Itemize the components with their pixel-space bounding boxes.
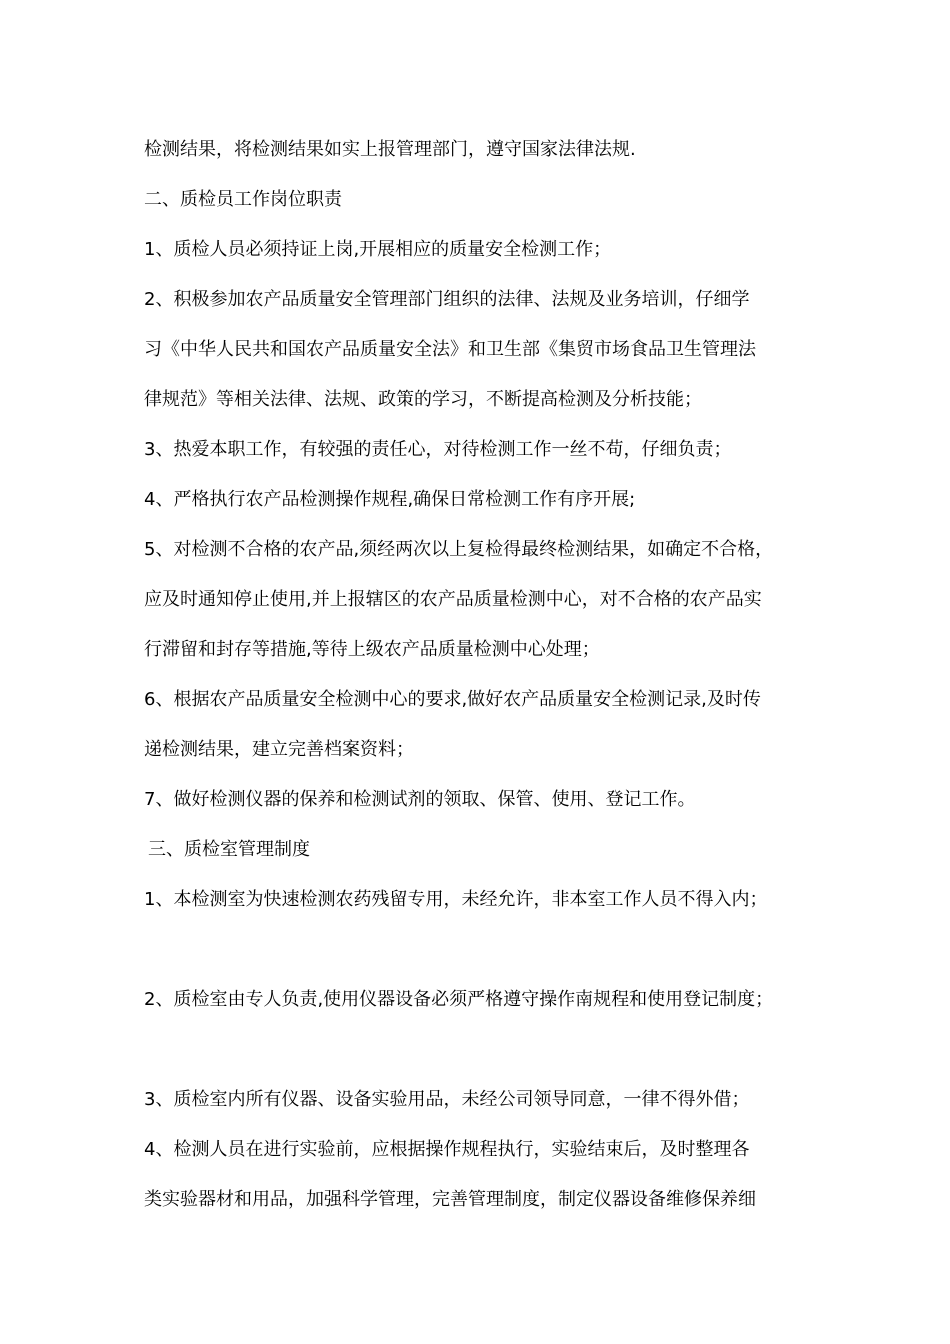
text-line-14: 7、做好检测仪器的保养和检测试剂的领取、保管、使用、登记工作。 <box>144 789 696 810</box>
text-line-7: 3、热爱本职工作，有较强的责任心，对待检测工作一丝不苟，仔细负责； <box>144 439 732 460</box>
text-line-11: 行滞留和封存等措施,等待上级农产品质量检测中心处理； <box>144 639 600 660</box>
section-heading-3: 三、质检室管理制度 <box>148 839 310 860</box>
text-line-6: 律规范》等相关法律、法规、政策的学习，不断提高检测及分析技能； <box>144 389 702 410</box>
text-line-19: 4、检测人员在进行实验前，应根据操作规程执行，实验结束后，及时整理各 <box>144 1139 750 1160</box>
text-line-16: 1、本检测室为快速检测农药残留专用，未经允许，非本室工作人员不得入内； <box>144 889 768 910</box>
text-line-9: 5、对检测不合格的农产品,须经两次以上复检得最终检测结果，如确定不合格， <box>144 539 774 560</box>
text-line-13: 递检测结果，建立完善档案资料； <box>144 739 414 760</box>
text-line-20: 类实验器材和用品，加强科学管理，完善管理制度，制定仪器设备维修保养细 <box>144 1189 756 1210</box>
text-line-18: 3、质检室内所有仪器、设备实验用品，未经公司领导同意，一律不得外借； <box>144 1089 750 1110</box>
section-heading-2: 二、质检员工作岗位职责 <box>144 189 342 210</box>
text-line-17: 2、质检室由专人负责,使用仪器设备必须严格遵守操作南规程和使用登记制度； <box>144 989 774 1010</box>
text-line-12: 6、根据农产品质量安全检测中心的要求,做好农产品质量安全检测记录,及时传 <box>144 689 761 710</box>
text-line-5: 习《中华人民共和国农产品质量安全法》和卫生部《集贸市场食品卫生管理法 <box>144 339 756 360</box>
text-line-8: 4、严格执行农产品检测操作规程,确保日常检测工作有序开展; <box>144 489 636 510</box>
text-line-3: 1、质检人员必须持证上岗,开展相应的质量安全检测工作； <box>144 239 612 260</box>
text-line-4: 2、积极参加农产品质量安全管理部门组织的法律、法规及业务培训，仔细学 <box>144 289 750 310</box>
text-line-10: 应及时通知停止使用,并上报辖区的农产品质量检测中心，对不合格的农产品实 <box>144 589 762 610</box>
text-line-1: 检测结果，将检测结果如实上报管理部门，遵守国家法律法规. <box>144 139 636 160</box>
